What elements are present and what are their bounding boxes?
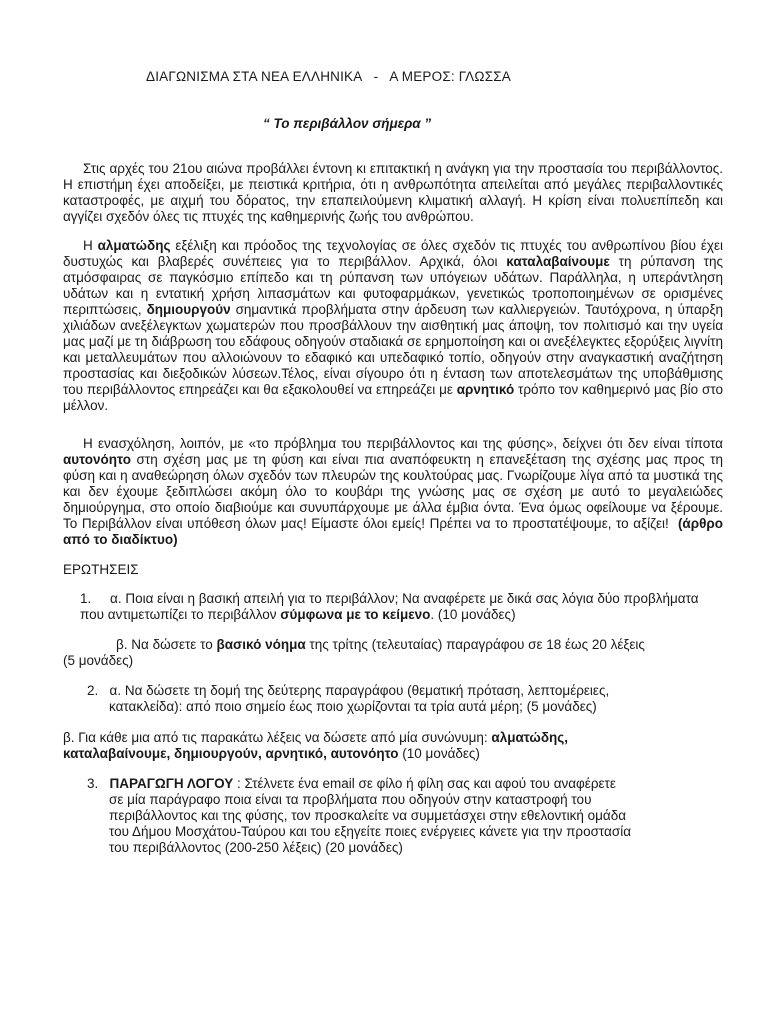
p3-text-2: στη σχέση μας με τη φύση και είναι πια αναπόφευκτη η επανεξέταση της σχέσης μας προς τη φύση και η αναθεώρηση όλων σχεδόν των πλευρών της κουλτούρας μας. Γνωρίζουμε λίγα από τα μυστικά της και δεν έχουμε ξεδιπλώσει ακόμη όλο το κουβάρι της γνώσης μας σε σχέση με αυτό το μεγαλειώδες δημιούργημα, στο οποίο διαβιούμε και συνυπάρχουμε με άλλα έμβια όντα. Ένα όμως οφείλουμε να ξέρουμε. Το Περιβάλλον είναι υπόθεση όλων μας! Είμαστε όλοι εμείς! Πρέπει να το προστατέψουμε, το αξίζει! xyxy=(63,452,723,531)
question-1-number: 1. xyxy=(80,591,92,606)
article-title: “ Το περιβάλλον σήμερα ” xyxy=(263,116,432,131)
question-2a xyxy=(87,683,647,715)
question-1b xyxy=(63,637,703,669)
p2-bold-katalavainoume: καταλαβαίνουμε xyxy=(506,254,610,269)
question-2b xyxy=(63,730,663,762)
document-title: ΔΙΑΓΩΝΙΣΜΑ ΣΤΑ ΝΕΑ ΕΛΛΗΝΙΚΑ - Α ΜΕΡΟΣ: ΓΛΩΣΣΑ xyxy=(146,69,511,84)
p2-text-4: σημαντικά προβλήματα στην άρδευση των καλλιεργειών. Ταυτόχρονα, η ύπαρξη χιλιάδων ανεξέλεγκτων χωματερών που προσβάλλουν την αισθητική μας άποψη, τον πολιτισμό και την υγεία μας μαζί με τη διάβρωση του εδάφους οδηγούν σταδιακά σε ερημοποίηση και οι ανεξέλεγκτες εξορύξεις λιγνίτη και μεταλλευμάτων που αλλοιώνουν το εδαφικό και υπεδαφικό τοπίο, οδηγούν στην αναγκαστική αναζήτηση προστασίας και διεξοδικών λύσεων.Τέλος, είναι σίγουρο ότι η ένταση των αποτελεσμάτων της υποβάθμισης του περιβάλλοντος επηρεάζει και θα εξακολουθεί να επηρεάζει με xyxy=(63,302,723,397)
q1b-bold: βασικό νόημα xyxy=(216,637,306,652)
paragraph-1-text: Στις αρχές του 21ου αιώνα προβάλλει έντονη κι επιτακτική η ανάγκη για την προστασία του περιβάλλοντος. Η επιστήμη έχει αποδείξει, με πειστικά κριτήρια, ότι η ανθρωπότητα απειλείται από μεγάλες περιβαλλοντικές καταστροφές, με αιχμή του δόρατος, την επαπειλούμενη κλιματική αλλαγή. Η κρίση είναι πολυεπίπεδη και αγγίζει σχεδόν όλες τις πτυχές της καθημερινής ζωής του ανθρώπου. xyxy=(63,161,723,224)
p3-text-1: Η ενασχόληση, λοιπόν, με «το πρόβλημα του περιβάλλοντος και της φύσης», δείχνει ότι δεν είναι τίποτα xyxy=(83,436,723,451)
q1b-points: (5 μονάδες) xyxy=(63,653,134,668)
p2-bold-almatodis: αλματώδης xyxy=(97,238,171,253)
q2b-text-2: (10 μονάδες) xyxy=(398,746,480,761)
p3-source-note: (άρθρο από το διαδίκτυο) xyxy=(63,516,723,547)
q3-bold-title: ΠΑΡΑΓΩΓΗ ΛΟΓΟΥ xyxy=(109,776,234,791)
question-3-number: 3. xyxy=(87,776,99,791)
q3-text: : Στέλνετε ένα email σε φίλο ή φίλη σας και αφού του αναφέρετε σε μία παράγραφο ποια είναι τα προβλήματα που οδηγούν στην καταστροφή του περιβάλλοντος και της φύσης, τον προσκαλείτε να συμμετάσχει στην εθελοντική ομάδα του Δήμου Μοσχάτου-Ταύρου και του εξηγείτε ποιες ενέργειες κάνετε για την προστασία του περιβάλλοντος (200-250 λέξεις) (20 μονάδες) xyxy=(109,776,631,855)
p2-text-5: τρόπο τον καθημερινό μας βίο στο μέλλον. xyxy=(63,382,723,413)
q1a-text-2: . (10 μονάδες) xyxy=(430,607,516,622)
article-paragraph-2 xyxy=(63,238,723,414)
q2a-text: α. Να δώσετε τη δομή της δεύτερης παραγράφου (θεματική πρόταση, λεπτομέρειες, κατακλείδα): από ποιο σημείο έως ποιο χωρίζονται τα τρία αυτά μέρη; (5 μονάδες) xyxy=(109,683,610,714)
p2-text-3: τη ρύπανση της ατμόσφαιρας σε παγκόσμιο επίπεδο και τη ρύπανση των υπόγειων υδάτων. Παράλληλα, η υπεράντληση υδάτων και η εντατική χρήση λιπασμάτων και φυτοφαρμάκων, γενετικώς τροποποιημένων σε ορισμένες περιπτώσεις, xyxy=(63,254,723,317)
question-2-number: 2. xyxy=(87,683,99,698)
p2-bold-dimiourgoun: δημιουργούν xyxy=(146,302,231,317)
question-1a xyxy=(63,591,703,623)
p2-text-2: εξέλιξη και πρόοδος της τεχνολογίας σε όλες σχεδόν τις πτυχές του ανθρωπίνου βίου έχει δυστυχώς και βλαβερές συνέπειες για το περιβάλλον. Αρχικά, όλοι xyxy=(63,238,724,269)
p2-text-1: Η xyxy=(83,238,98,253)
p3-bold-aftonoito: αυτονόητο xyxy=(63,452,131,467)
question-3 xyxy=(87,776,632,856)
p2-bold-arnitiko: αρνητικό xyxy=(456,382,515,397)
q2b-bold-words: αλματώδης, καταλαβαίνουμε, δημιουργούν, αρνητικό, αυτονόητο xyxy=(63,730,569,761)
questions-heading: ΕΡΩΤΗΣΕΙΣ xyxy=(63,562,139,577)
q1b-text-1: β. Να δώσετε το xyxy=(116,637,217,652)
q1a-bold: σύμφωνα με το κείμενο xyxy=(280,607,431,622)
q1b-text-2: της τρίτης (τελευταίας) παραγράφου σε 18 έως 20 λέξεις xyxy=(305,637,645,652)
article-paragraph-3 xyxy=(63,436,723,548)
q2b-text-1: β. Για κάθε μια από τις παρακάτω λέξεις να δώσετε από μία συνώνυμη: xyxy=(63,730,492,745)
q1a-text-1: α. Ποια είναι η βασική απειλή για το περιβάλλον; Να αναφέρετε με δικά σας λόγια δύο προβλήματα που αντιμετωπίζει το περιβάλλον xyxy=(80,591,699,622)
article-paragraph-1 xyxy=(63,161,723,225)
